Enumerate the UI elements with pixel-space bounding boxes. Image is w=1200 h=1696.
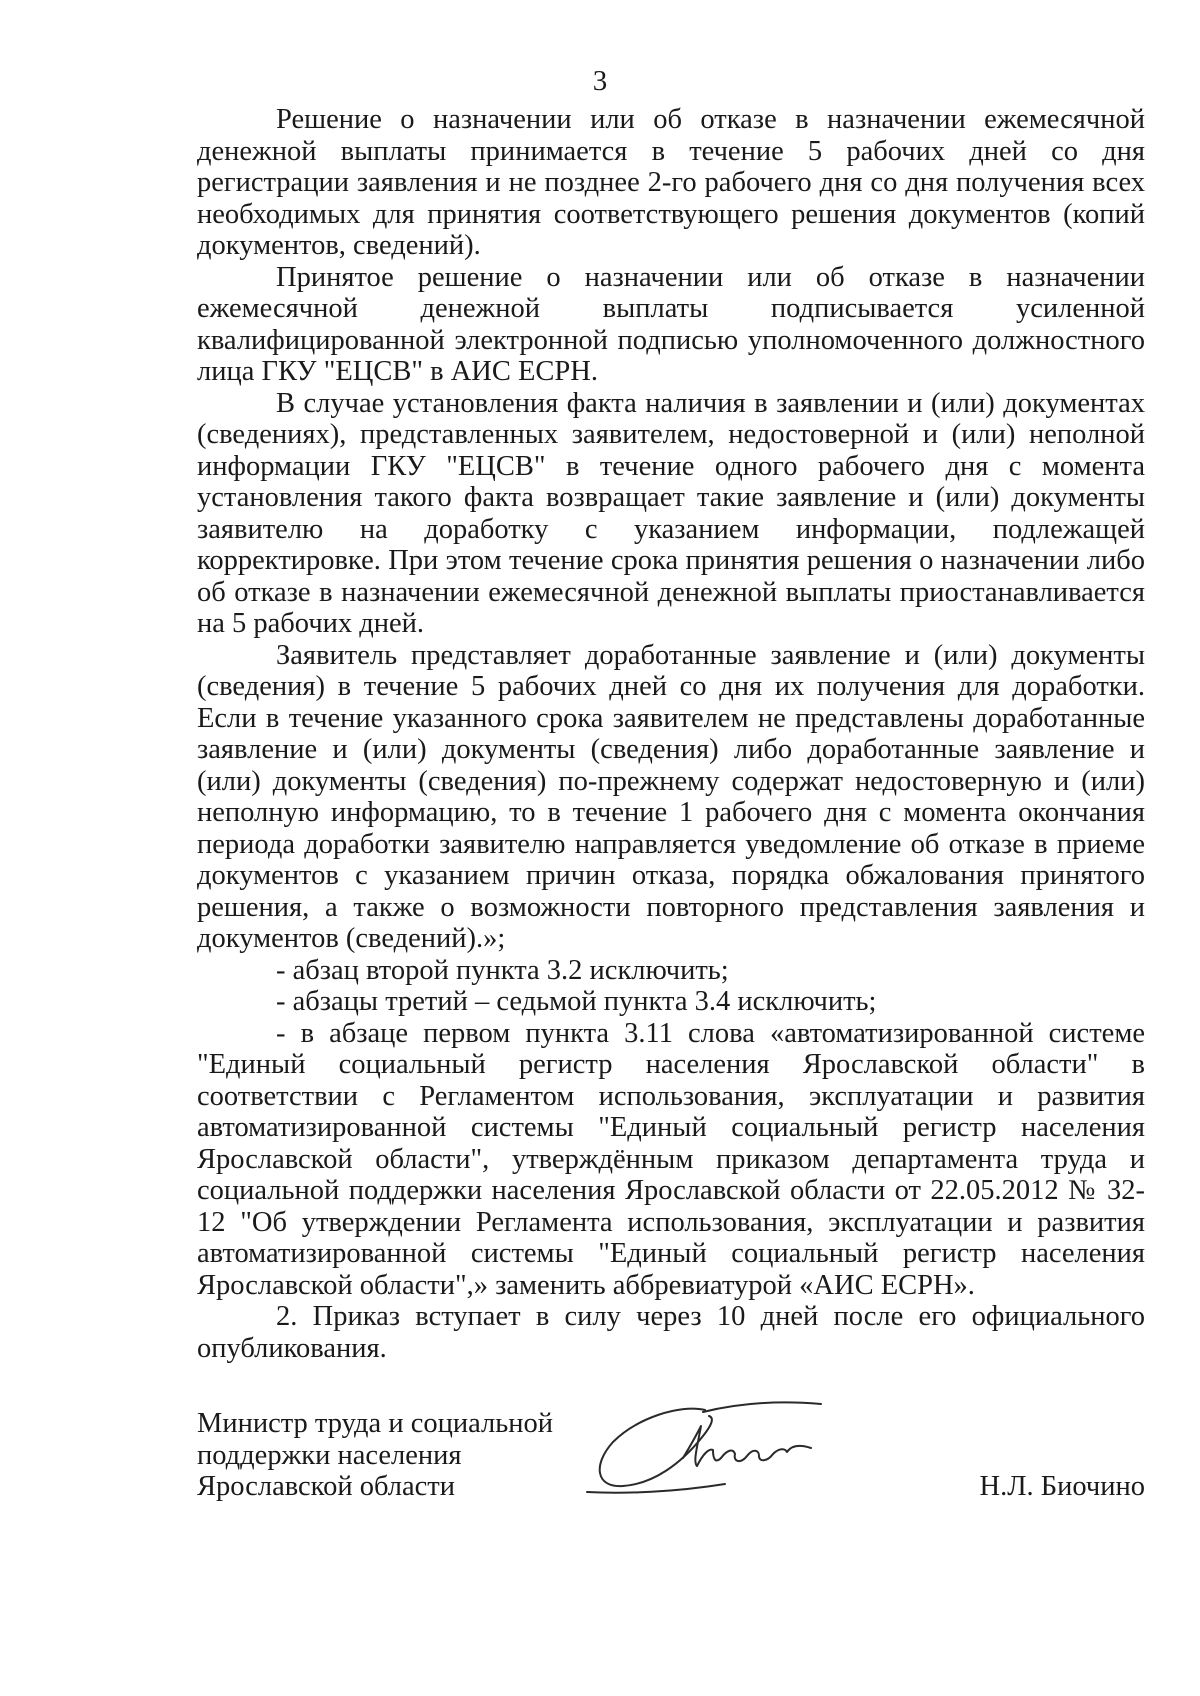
- signer-position-line: поддержки населения: [197, 1439, 462, 1471]
- paragraph-amendment-3-2: - абзац второй пункта 3.2 исключить;: [276, 954, 729, 986]
- document-body: [197, 104, 1145, 1364]
- handwritten-signature: [585, 1392, 825, 1502]
- signer-position-line: Ярославской области: [197, 1471, 455, 1502]
- page-number: 3: [592, 65, 608, 97]
- paragraph-amendment-3-4: - абзацы третий – седьмой пункта 3.4 исключить;: [276, 986, 877, 1017]
- paragraph-electronic-signature: Принятое решение о назначении или об отказе в назначении ежемесячной денежной выплаты подписывается усиленной квалифицированной электронной подписью уполномоченного должностного лица ГКУ "ЕЦСВ" в АИС ЕСРН.: [197, 261, 1145, 387]
- signature-block: [197, 1408, 1145, 1508]
- signer-position-line: Министр труда и социальной: [197, 1408, 553, 1439]
- paragraph-resubmission: Заявитель представляет доработанные заявление и (или) документы (сведения) в течение 5 рабочих дней со дня их получения для доработки. Если в течение указанного срока заявителем не представлены доработанные заявление и (или) документы (сведения) либо доработанные заявление и (или) документы (сведения) по-прежнему содержат недостоверную и (или) неполную информацию, то в течение 1 рабочего дня с момента окончания периода доработки заявителю направляется уведомление об отказе в приеме документов с указанием причин отказа, порядка обжалования принятого решения, а также о возможности повторного представления заявления и документов (сведений).»;: [197, 639, 1145, 954]
- paragraph-decision-timing: Решение о назначении или об отказе в назначении ежемесячной денежной выплаты принимается в течение 5 рабочих дней со дня регистрации заявления и не позднее 2-го рабочего дня со дня получения всех необходимых для принятия соответствующего решения документов (копий документов, сведений).: [197, 104, 1145, 261]
- paragraph-inaccurate-information: В случае установления факта наличия в заявлении и (или) документах (сведениях), представленных заявителем, недостоверной и (или) неполной информации ГКУ "ЕЦСВ" в течение одного рабочего дня с момента установления такого факта возвращает такие заявление и (или) документы заявителю на доработку с указанием информации, подлежащей корректировке. При этом течение срока принятия решения о назначении либо об отказе в назначении ежемесячной денежной выплаты приостанавливается на 5 рабочих дней.: [197, 387, 1145, 639]
- signer-name: Н.Л. Биочино: [979, 1471, 1145, 1502]
- paragraph-entry-into-force: 2. Приказ вступает в силу через 10 дней после его официального опубликования.: [197, 1301, 1145, 1364]
- signer-position: [197, 1408, 553, 1503]
- paragraph-amendment-3-11: - в абзаце первом пункта 3.11 слова «автоматизированной системе "Единый социальный регистр населения Ярославской области" в соответствии с Регламентом использования, эксплуатации и развития автоматизированной системы "Единый социальный регистр населения Ярославской области", утверждённым приказом департамента труда и социальной поддержки населения Ярославской области от 22.05.2012 № 32-12 "Об утверждении Регламента использования, эксплуатации и развития автоматизированной системы "Единый социальный регистр населения Ярославской области",» заменить аббревиатурой «АИС ЕСРН».: [197, 1017, 1145, 1301]
